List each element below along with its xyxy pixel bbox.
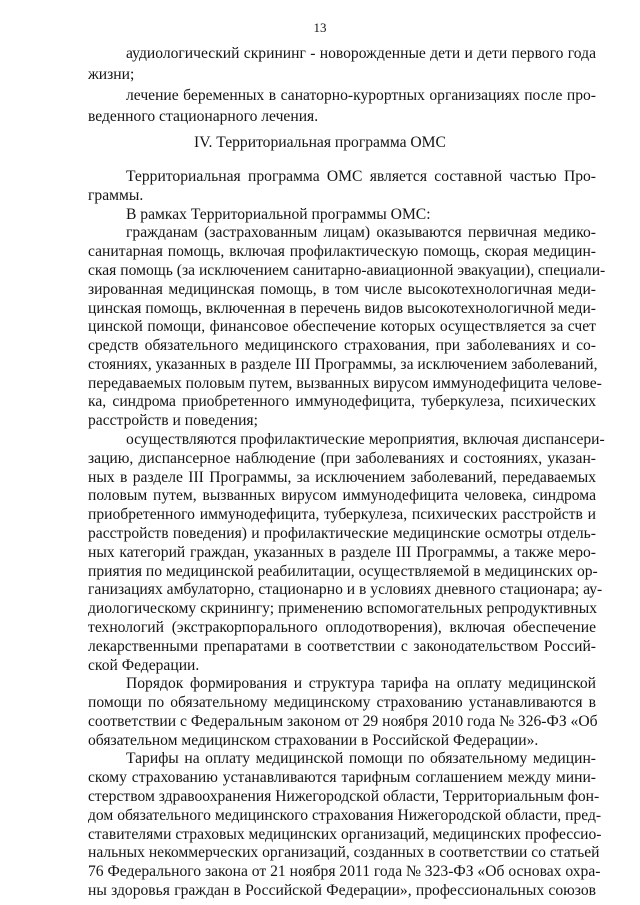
page-number: 13 xyxy=(313,20,327,35)
text-line: цинской помощи, финансовое обеспечение которых осуществляется за счет xyxy=(88,318,596,335)
text-line: ставителями страховых медицинских организаций, медицинских профессио- xyxy=(88,826,602,843)
text-line: лекарственными препаратами в соответствии с законодательством Россий- xyxy=(88,638,596,655)
text-line: ская помощь (за исключением санитарно-авиационной эвакуации), специали- xyxy=(88,262,606,279)
text-line: стояниях, указанных в разделе III Программы, за исключением заболеваний, xyxy=(88,356,598,373)
text-line: помощи по обязательному медицинскому страхованию устанавливаются в xyxy=(88,694,596,711)
text-line: передаваемых половым путем, вызванных вирусом иммунодефицита челове- xyxy=(88,375,602,392)
text-line: нальных некоммерческих организаций, созданных в соответствии со статьей xyxy=(88,844,600,861)
text-line: Территориальная программа ОМС является составной частью Про- xyxy=(126,168,596,185)
text-line: средств обязательного медицинского страхования, при заболеваниях и со- xyxy=(88,337,596,354)
text-line: соответствии с Федеральным законом от 29 ноября 2010 года № 326-ФЗ «Об xyxy=(88,713,598,730)
text-line: диологическому скринингу; применению вспомогательных репродуктивных xyxy=(88,600,597,617)
text-line: граммы. xyxy=(88,187,144,204)
text-line: В рамках Территориальной программы ОМС: xyxy=(126,206,431,223)
text-line: ской Федерации. xyxy=(88,657,200,674)
text-line: ных в разделе III Программы, за исключением заболеваний, передаваемых xyxy=(88,469,596,486)
text-line: Тарифы на оплату медицинской помощи по обязательному медицин- xyxy=(126,750,596,767)
text-line: ганизациях амбулаторно, стационарно и в условиях дневного стационара; ау- xyxy=(88,581,603,598)
section-heading: IV. Территориальная программа ОМС xyxy=(194,134,446,151)
text-line: обязательном медицинском страховании в Российской Федерации». xyxy=(88,732,539,749)
text-line: расстройств и поведения; xyxy=(88,412,258,429)
text-line: цинская помощь, включенная в перечень видов высокотехнологичной меди- xyxy=(88,300,596,317)
text-line: веденного стационарного лечения. xyxy=(88,108,319,125)
text-line: зированная медицинская помощь, в том числе высокотехнологичная меди- xyxy=(88,281,596,298)
text-line: зацию, диспансерное наблюдение (при заболеваниях и состояниях, указан- xyxy=(88,450,596,467)
text-line: ны здоровья граждан в Российской Федерации», профессиональных союзов xyxy=(88,882,596,899)
text-line: приятия по медицинской реабилитации, осуществляемой в медицинских ор- xyxy=(88,563,598,580)
text-line: приобретенного иммунодефицита, туберкулеза, психических расстройств и xyxy=(88,506,596,523)
text-line: технологий (экстракорпорального оплодотворения), включая обеспечение xyxy=(88,619,596,636)
text-line: санитарная помощь, включая профилактическую помощь, скорая медицин- xyxy=(88,243,596,260)
text-line: стерством здравоохранения Нижегородской области, Территориальным фон- xyxy=(88,788,600,805)
text-line: половым путем, вызванных вирусом иммунодефицита человека, синдрома xyxy=(88,487,596,504)
text-line: ка, синдрома приобретенного иммунодефицита, туберкулеза, психических xyxy=(88,393,596,410)
text-line: жизни; xyxy=(88,66,135,83)
text-line: гражданам (застрахованным лицам) оказываются первичная медико- xyxy=(126,224,596,241)
text-line: дом обязательного медицинского страхования Нижегородской области, пред- xyxy=(88,807,602,824)
text-line: ных категорий граждан, указанных в разделе III Программы, а также меро- xyxy=(88,544,596,561)
text-line: лечение беременных в санаторно-курортных организациях после про- xyxy=(126,87,596,104)
text-line: расстройств поведения) и профилактические медицинские осмотры отдель- xyxy=(88,525,596,542)
text-line: скому страхованию устанавливаются тарифным соглашением между мини- xyxy=(88,769,596,786)
text-line: аудиологический скрининг - новорожденные дети и дети первого года xyxy=(126,45,596,62)
text-line: Порядок формирования и структура тарифа на оплату медицинской xyxy=(126,675,596,692)
text-line: 76 Федерального закона от 21 ноября 2011 года № 323-ФЗ «Об основах охра- xyxy=(88,863,601,880)
text-line: осуществляются профилактические мероприятия, включая диспансери- xyxy=(126,431,605,448)
